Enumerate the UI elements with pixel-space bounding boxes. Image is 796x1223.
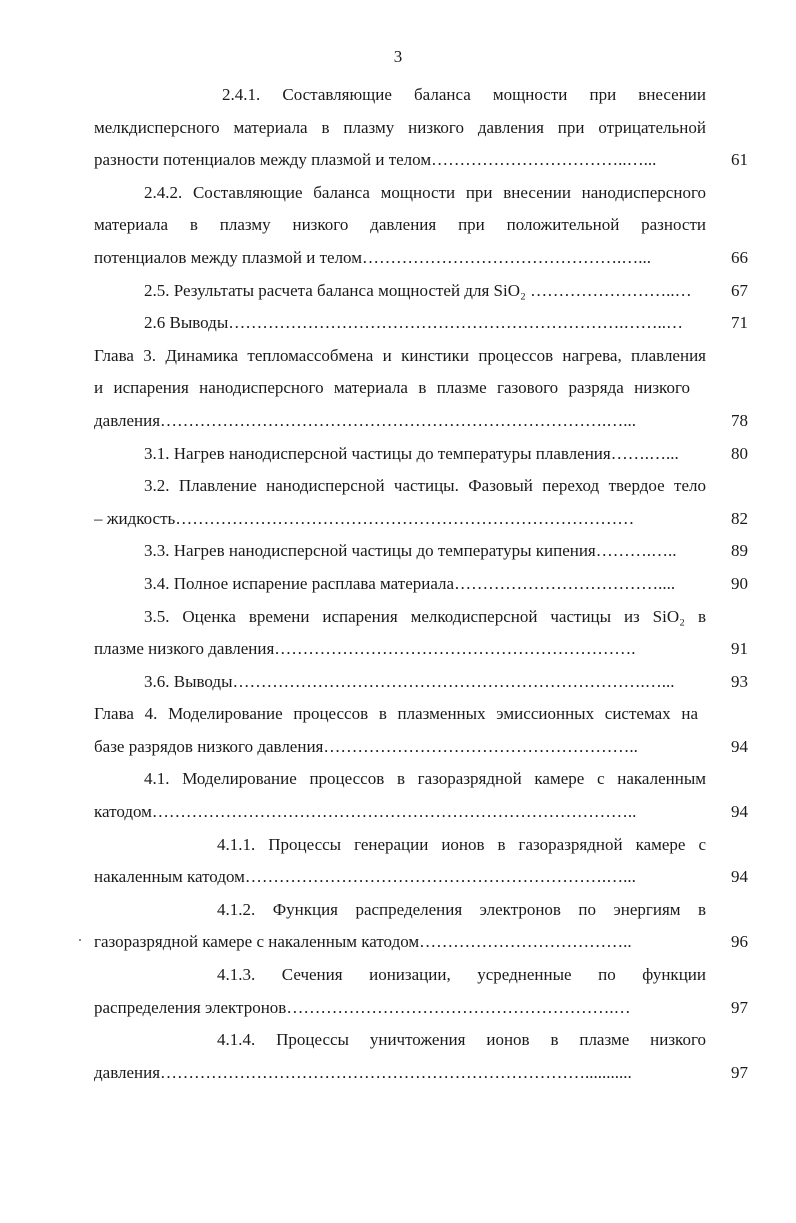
scan-speck — [79, 939, 81, 941]
toc-page-number: 97 — [731, 1062, 748, 1082]
toc-text: 3.4. Полное испарение расплава материала……………………………….... — [144, 573, 676, 593]
toc-line — [94, 470, 754, 503]
toc-line — [94, 829, 754, 862]
toc-line — [94, 242, 754, 275]
toc-page-number: 82 — [731, 508, 748, 528]
toc-page-number: 90 — [731, 573, 748, 593]
toc-text: 2.6 Выводы…………………………………………………………….……..… — [144, 313, 684, 333]
toc-page-number: 94 — [731, 867, 748, 887]
toc-line — [94, 601, 754, 634]
toc-text: 3.2. Плавление нанодисперсной частицы. Фазовый переход твердое тело — [144, 476, 706, 496]
toc-line — [94, 340, 754, 373]
toc-text: распределения электронов………………………………………………….… — [94, 997, 631, 1017]
toc-text: 4.1.1. Процессы генерации ионов в газоразрядной камере с — [217, 834, 706, 854]
toc-line — [94, 177, 754, 210]
toc-line — [94, 438, 754, 471]
toc-page-number: 61 — [731, 150, 748, 170]
toc-line — [94, 698, 754, 731]
toc-page-number: 71 — [731, 313, 748, 333]
toc-text: катодом………………………………………………………………………….. — [94, 802, 637, 822]
table-of-contents — [94, 79, 754, 1089]
toc-line — [94, 894, 754, 927]
toc-page-number: 97 — [731, 997, 748, 1017]
toc-line — [94, 209, 754, 242]
toc-text: 2.4.1. Составляющие баланса мощности при внесении — [222, 85, 706, 104]
toc-page-number: 66 — [731, 247, 748, 267]
toc-line — [94, 503, 754, 536]
toc-line — [94, 763, 754, 796]
toc-page-number: 67 — [731, 280, 748, 300]
toc-text: базе разрядов низкого давления……………………………………………….. — [94, 736, 638, 756]
toc-page-number: 94 — [731, 736, 748, 756]
toc-text: 3.3. Нагрев нанодисперсной частицы до температуры кипения……….….. — [144, 541, 677, 561]
toc-line — [94, 144, 754, 177]
toc-line — [94, 79, 754, 112]
toc-text: 2.5. Результаты расчета баланса мощностей для SiO₂ ……………………..… — [144, 280, 692, 300]
toc-text: потенциалов между плазмой и телом……………………………………….…... — [94, 247, 651, 267]
toc-text: 2.4.2. Составляющие баланса мощности при внесении нанодисперсного — [144, 182, 706, 202]
toc-text: накаленным катодом……………………………………………………….…... — [94, 867, 636, 887]
toc-line — [94, 372, 754, 405]
toc-line — [94, 731, 754, 764]
toc-text: 4.1. Моделирование процессов в газоразрядной камере с накаленным — [144, 769, 706, 789]
toc-text: материала в плазму низкого давления при положительной разности — [94, 215, 706, 235]
toc-line — [94, 796, 754, 829]
toc-text: 3.5. Оценка времени испарения мелкодисперсной частицы из SiO₂ в — [144, 606, 706, 626]
toc-page-number: 96 — [731, 932, 748, 952]
toc-text: – жидкость……………………………………………………………………… — [94, 508, 635, 528]
page-number: 3 — [393, 47, 403, 66]
toc-line — [94, 633, 754, 666]
toc-line — [94, 992, 754, 1025]
toc-line — [94, 535, 754, 568]
toc-text: давления…………………………………………………………………….…... — [94, 410, 637, 430]
toc-line — [94, 926, 754, 959]
toc-text: 3.6. Выводы……………………………………………………………….…... — [144, 671, 675, 691]
toc-page-number: 89 — [731, 541, 748, 561]
toc-line — [94, 405, 754, 438]
toc-line — [94, 112, 754, 145]
toc-text: 3.1. Нагрев нанодисперсной частицы до температуры плавления…….…... — [144, 443, 679, 463]
toc-text: Глава 3. Динамика тепломассобмена и кинстики процессов нагрева, плавления — [94, 345, 706, 365]
toc-line — [94, 275, 754, 308]
toc-text: и испарения нанодисперсного материала в плазме газового разряда низкого — [94, 378, 690, 398]
toc-text: 4.1.4. Процессы уничтожения ионов в плазме низкого — [217, 1030, 706, 1050]
toc-line — [94, 666, 754, 699]
toc-page-number: 93 — [731, 671, 748, 691]
toc-text: 4.1.2. Функция распределения электронов по энергиям в — [217, 899, 706, 919]
toc-line — [94, 959, 754, 992]
toc-text: давления…………………………………………………………………........... — [94, 1062, 632, 1082]
toc-text: мелкдисперсного материала в плазму низкого давления при отрицательной — [94, 117, 706, 137]
toc-text: 4.1.3. Сечения ионизации, усредненные по функции — [217, 965, 706, 985]
toc-line — [94, 568, 754, 601]
toc-line — [94, 1057, 754, 1090]
toc-line — [94, 1024, 754, 1057]
toc-line — [94, 307, 754, 340]
toc-text: газоразрядной камере с накаленным катодом……………………………….. — [94, 932, 632, 952]
toc-text: плазме низкого давления………………………………………………………. — [94, 639, 636, 659]
toc-line — [94, 861, 754, 894]
toc-page-number: 91 — [731, 639, 748, 659]
toc-page-number: 94 — [731, 802, 748, 822]
toc-text: Глава 4. Моделирование процессов в плазменных эмиссионных системах на — [94, 704, 698, 724]
toc-page-number: 78 — [731, 410, 748, 430]
toc-page-number: 80 — [731, 443, 748, 463]
toc-text: разности потенциалов между плазмой и телом……………………………..…... — [94, 150, 657, 170]
